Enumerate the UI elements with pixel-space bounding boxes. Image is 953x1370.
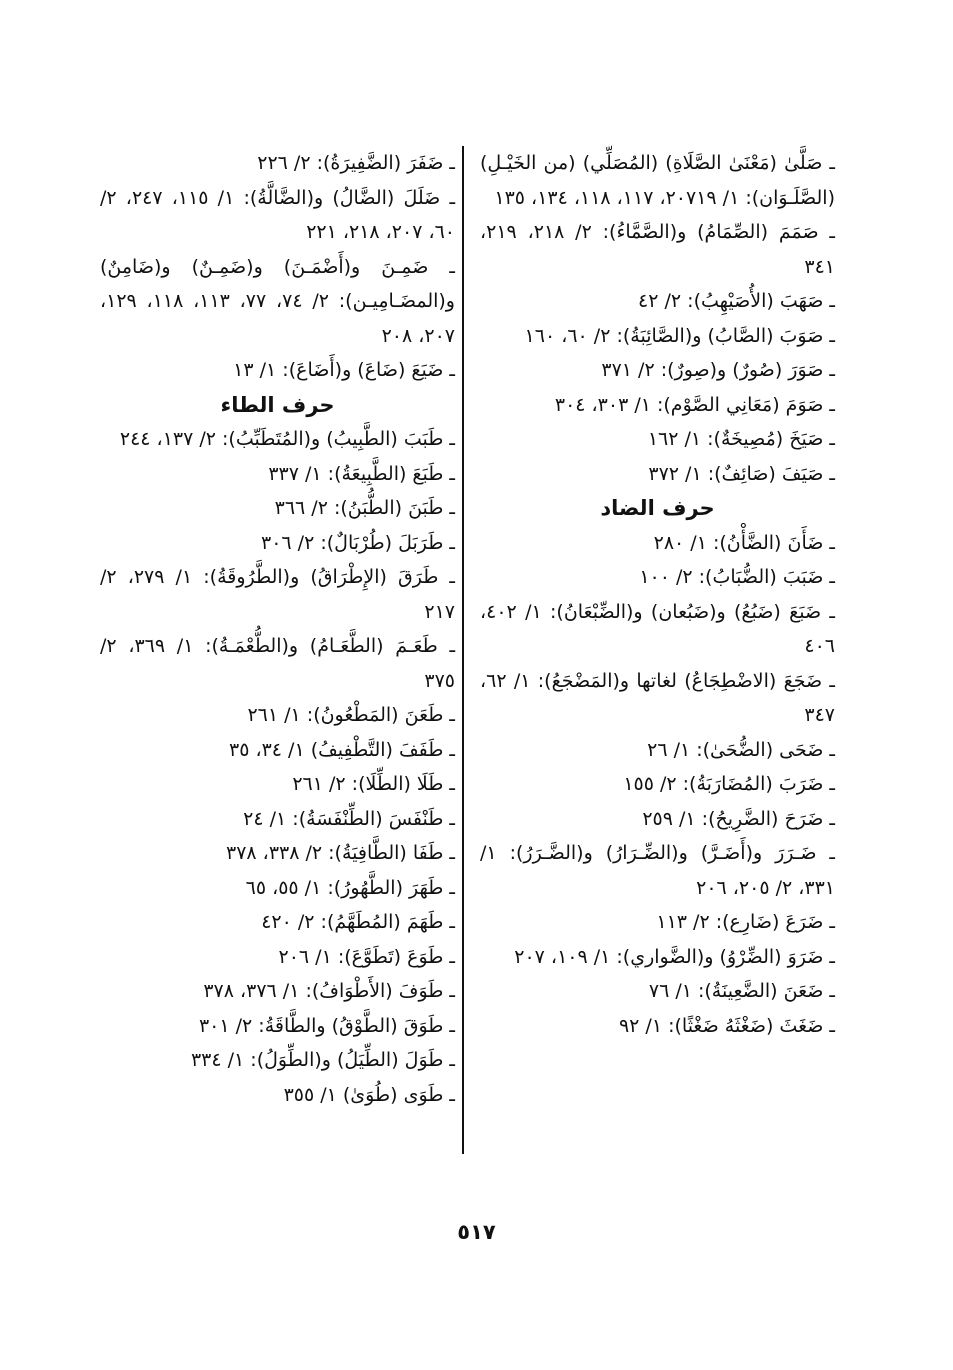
index-entry: ـ طَوَفَ (الأَطْوَافُ): ١/ ٣٧٦، ٣٧٨ [203,980,455,1002]
index-entry: ـ ضَلَلَ (الضَّالُ) و(الضَّالَّةُ): ١/ ١١٥، ٢٤٧، ٢/ ٦٠، ٢٠٧، ٢١٨، ٢٢١ [100,186,456,243]
index-entry: ـ ضَرَبَ (المُضَارَبَةُ): ٢/ ١٥٥ [623,773,835,795]
index-entry: ـ ضَعَنَ (الضَّعِينَةُ): ١/ ٧٦ [648,980,835,1002]
index-entry: ـ ضَأَنَ (الضَّأْنُ): ١/ ٢٨٠ [653,531,835,554]
index-entry: ـ ضَبَبَ (الضُّبَابُ): ٢/ ١٠٠ [639,566,835,588]
index-entry: ـ طَعَنَ (المَطْعُونُ): ١/ ٢٦١ [247,704,455,726]
index-entry: ـ ضَيَعَ (ضَاعَ) و(أَضَاعَ): ١/ ١٣ [233,359,455,381]
index-entry: ـ طَوَلَ (الطِّيَلُ) و(الطِّوَلُ): ١/ ٣٣٤ [190,1049,455,1071]
index-entry: ـ طَلَا (الطِّلَا): ٢/ ٢٦١ [292,773,455,795]
index-entry: ـ طَفَفَ (التَّطْفِيفُ) ١/ ٣٤، ٣٥ [229,738,455,761]
index-entry: ـ ضَرَحَ (الضَّرِيحُ): ١/ ٢٥٩ [642,807,835,830]
index-entry: ـ ضَبَعَ (ضَبُعُ) و(ضَبُعان) و(الضِّبْعَانُ): ١/ ٤٠٢، ٤٠٦ [480,600,835,657]
page-number: ٥١٧ [457,1220,496,1244]
index-entry: ـ طَعَـمَ (الطَّعَـامُ) و(الطُّعْمَـةُ): ١/ ٣٦٩، ٢/ ٣٧٥ [100,635,456,692]
index-entry: ـ طَهَرَ (الطَّهُورُ): ١/ ٥٥، ٦٥ [245,876,455,899]
index-entry: ـ طَوَعَ (تَطَوَّعَ): ١/ ٢٠٦ [278,945,455,968]
index-entry: ـ طَوَقَ (الطَّوْقُ) والطَّاقَةُ: ٢/ ٣٠١ [198,1014,455,1037]
index-entry: ـ صَوَرَ (صُورٌ) و(صِورٌ): ٢/ ٣٧١ [601,359,835,381]
index-entry: ـ ضَغَثَ (ضَغْثَهُ ضَغْثًا): ١/ ٩٢ [618,1014,835,1037]
column-divider [462,146,464,1154]
index-entry: ـ صَلَّىٰ (مَعْنَىٰ الصَّلَاةِ) (المُصَلِّي) (من الخَيْـلِ) (الصَّلَـوَان): ١/ ٢٠٧١٩، ١١٧، ١١٨، ١٣٤، ١٣٥ [480,152,835,209]
index-entry: ـ ضَـرَرَ و(أَضَـرَّ) و(الضِّـرَارُ) و(الضَّـرَرُ): ١/ ٣٣١، ٢/ ٢٠٥، ٢٠٦ [480,842,835,899]
index-entry: ـ طَرَقَ (الإِطْرَاقُ) و(الطَّرُوقَةُ): ١/ ٢٧٩، ٢/ ٢١٧ [100,566,455,623]
index-entry: ـ طَبَعَ (الطَّبِيعَةُ): ١/ ٣٣٧ [268,462,455,485]
left-column [100,146,455,1112]
index-entry: ـ ضَجَعَ (الاضْطِجَاعُ) لغاتها و(المَضْجَعُ): ١/ ٦٢، ٣٤٧ [480,669,835,726]
index-entry: ـ ضَحَى (الضُّحَىٰ): ١/ ٢٦ [647,738,835,761]
right-column [480,146,835,1043]
index-entry: ـ طَبَبَ (الطَّبِيبُ) و(المُتَطَبِّبُ): ٢/ ١٣٧، ٢٤٤ [119,428,455,450]
index-entry: ـ طَوَى (طُوَىٰ) ١/ ٣٥٥ [283,1083,455,1106]
index-entry: ـ صَيَخَ (مُصِيخَةٌ): ١/ ١٦٢ [647,428,835,450]
index-entry: ـ صَيَفَ (صَائِفٌ): ١/ ٣٧٢ [648,462,835,485]
index-entry: ـ طَفَا (الطَّافِيَةُ): ٢/ ٣٣٨، ٣٧٨ [226,842,455,864]
index-entry: ـ طَهَمَ (المُطَهَّمُ): ٢/ ٤٢٠ [261,911,455,933]
index-entry: ـ طَبَنَ (الطُّبَنُ): ٢/ ٣٦٦ [274,497,455,519]
section-heading-dad: حرف الضاد [600,496,715,520]
index-entry: ـ طَنْفَسَ (الطِّنْفَسَةُ): ١/ ٢٤ [243,807,455,830]
index-entry: ـ ضَمِـنَ و(أَضْمَـنَ) و(ضَمِـنٌ) و(ضَامِنٌ) و(المضَـامِيـن): ٢/ ٧٤، ٧٧، ١١٣، ١١٨، ١٢٩، ٢٠٧، ٢٠٨ [100,255,455,347]
index-entry: ـ صَوَمَ (مَعَانِي الصَّوْم): ١/ ٣٠٣، ٣٠٤ [554,393,835,416]
index-entry: ـ صَمَمَ (الصِّمَامُ) و(الصَّمَّاءُ): ٢/ ٢١٨، ٢١٩، ٣٤١ [480,221,835,278]
index-entry: ـ ضَرَعَ (ضَارِع): ٢/ ١١٣ [656,911,835,933]
index-entry: ـ ضَرَوَ (الضِّرْوُ) و(الضَّواري): ١/ ١٠٩، ٢٠٧ [514,945,835,968]
index-entry: ـ ضَفَرَ (الضَّفِيرَةُ): ٢/ ٢٢٦ [257,152,455,174]
section-heading-ta: حرف الطاء [220,392,335,417]
index-entry: ـ طَرَبَلَ (طُرْبَالٌ): ٢/ ٣٠٦ [261,531,455,554]
index-entry: ـ صَهَبَ (الأُصَيْهِبُ): ٢/ ٤٢ [638,290,835,312]
index-entry: ـ صَوَبَ (الصَّابُ) و(الصَّائِبَةُ): ٢/ ٦٠، ١٦٠ [524,324,835,347]
